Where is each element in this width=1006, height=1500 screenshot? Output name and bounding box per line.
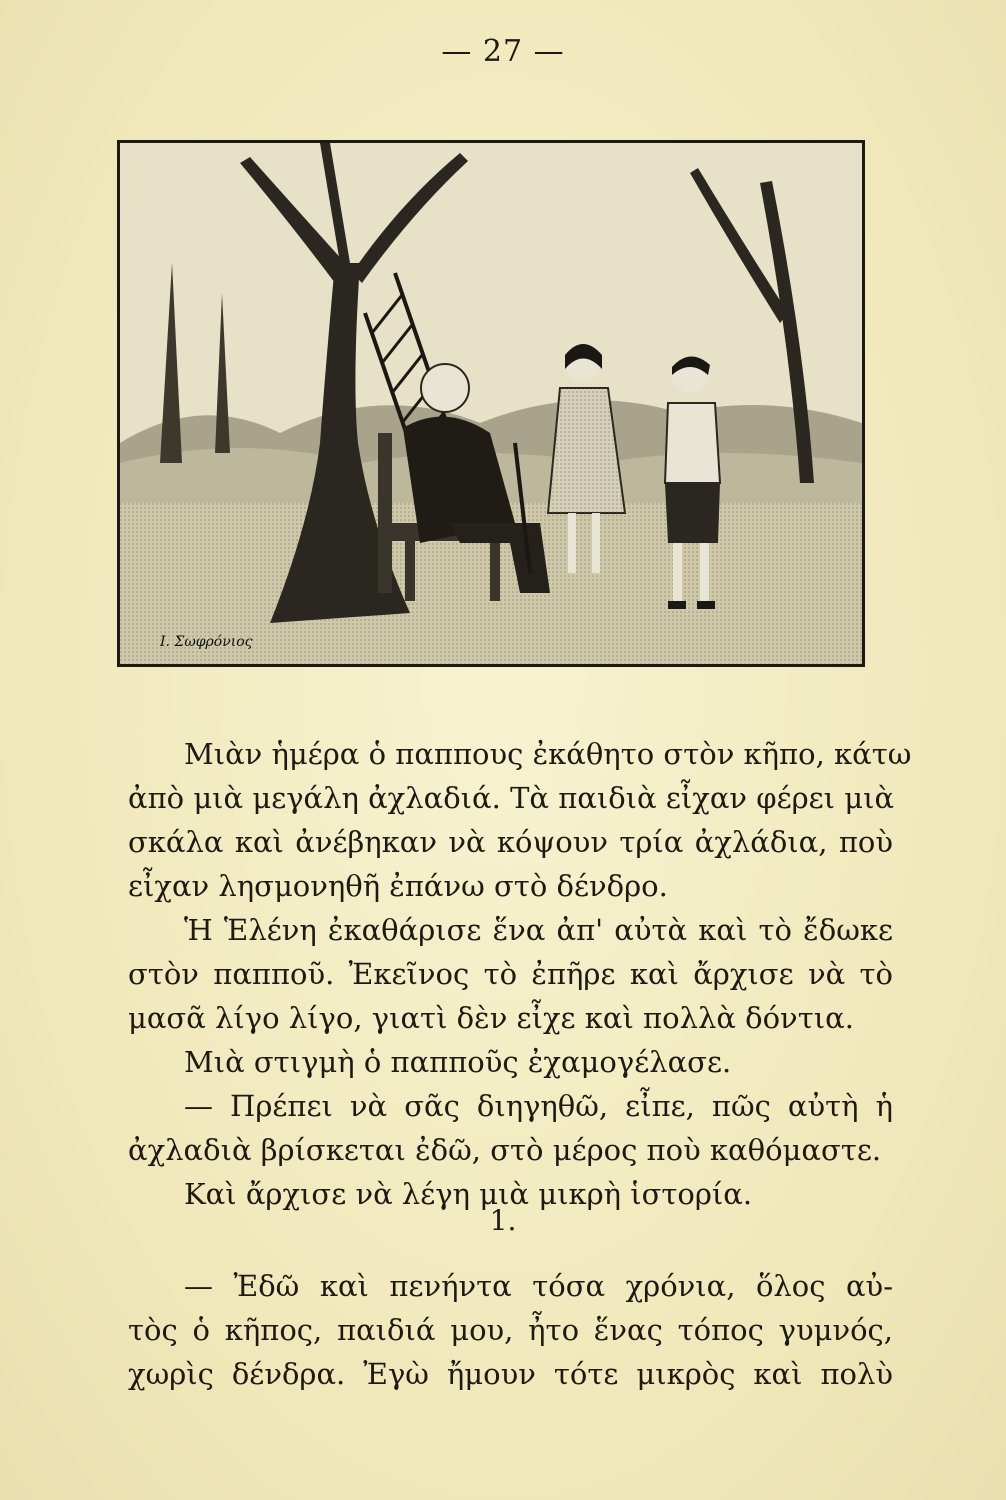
text-line: ἀχλαδιὰ βρίσκεται ἐδῶ, στὸ μέρος ποὺ καθόμαστε. [128, 1133, 882, 1167]
text-line: σκάλα καὶ ἀνέβηκαν νὰ κόψουν τρία ἀχλάδια, ποὺ [128, 825, 893, 859]
paragraph [128, 1040, 893, 1084]
text-line: — Πρέπει νὰ σᾶς διηγηθῶ, εἶπε, πῶς αὐτὴ ἡ [184, 1089, 893, 1123]
section-text-block [128, 1264, 893, 1396]
text-line: Ἡ Ἑλένη ἐκαθάρισε ἕνα ἀπ' αὐτὰ καὶ τὸ ἔδωκε [184, 913, 893, 947]
text-line: Μιὰ στιγμὴ ὁ παπποῦς ἐχαμογέλασε. [184, 1045, 732, 1079]
paragraph [128, 1264, 893, 1396]
text-line: χωρὶς δένδρα. Ἐγὼ ἤμουν τότε μικρὸς καὶ πολὺ [128, 1357, 893, 1391]
illustration-drawing [120, 143, 862, 664]
text-block [128, 732, 912, 1216]
paragraph [128, 732, 912, 908]
paragraph [128, 1084, 893, 1172]
text-line: στὸν παπποῦ. Ἐκεῖνος τὸ ἐπῆρε καὶ ἄρχισε νὰ τὸ [128, 957, 893, 991]
text-line: Μιὰν ἡμέρα ὁ παππους ἐκάθητο στὸν κῆπο, κάτω [184, 737, 912, 771]
section-number: 1. [489, 1204, 517, 1237]
paragraph [128, 908, 893, 1040]
text-line: ἀπὸ μιὰ μεγάλη ἀχλαδιά. Τὰ παιδιὰ εἶχαν φέρει μιὰ [128, 781, 895, 815]
illustrator-signature: Ι. Σωφρόνιος [160, 634, 253, 650]
text-line: εἶχαν λησμονηθῆ ἐπάνω στὸ δένδρο. [128, 869, 668, 903]
text-line: μασᾶ λίγο λίγο, γιατὶ δὲν εἶχε καὶ πολλὰ δόντια. [128, 1001, 854, 1035]
text-line: Καὶ ἄρχισε νὰ λέγη μιὰ μικρὴ ἱστορία. [184, 1177, 753, 1211]
text-line: — Ἐδῶ καὶ πενήντα τόσα χρόνια, ὅλος αὐ- [184, 1269, 893, 1303]
text-line: τὸς ὁ κῆπος, παιδιά μου, ἦτο ἕνας τόπος γυμνός, [128, 1313, 893, 1347]
page-number: — 27 — [441, 34, 565, 69]
illustration [117, 140, 865, 667]
